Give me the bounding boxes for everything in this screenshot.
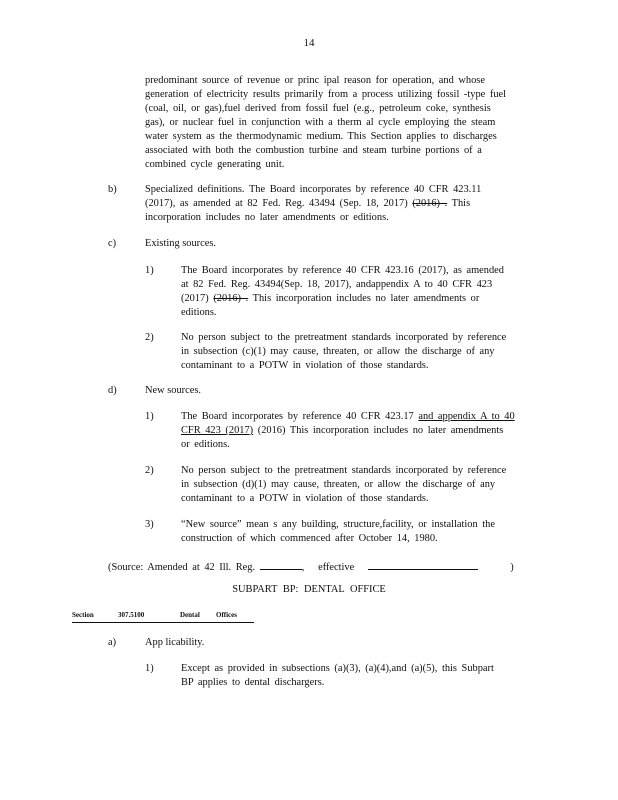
- paragraph-line: Specialized definitions. The Board incorporates by reference 40 CFR 423.11: [145, 184, 482, 195]
- item-d1-text: [181, 410, 515, 452]
- subsection-b-text: [145, 183, 481, 225]
- paragraph-line: generation of electricity results primarily from a process utilizing fossil -type fuel: [145, 89, 507, 100]
- subsection-a-letter: a): [108, 637, 117, 648]
- source-note: (Source: Amended at 42 Ill. Reg. , effective ): [108, 558, 514, 575]
- section-title: Dental: [180, 611, 200, 619]
- paragraph-line: in subsection (d)(1) may cause, threaten, or allow the discharge of any: [181, 479, 496, 490]
- paragraph-line: The Board incorporates by reference 40 CFR 423.16 (2017), as amended: [181, 265, 504, 276]
- item-a1-number: 1): [145, 663, 154, 674]
- subsection-d-title: New sources.: [145, 385, 201, 396]
- section-number: 307.5100: [118, 611, 145, 619]
- paragraph-line: combined cycle generating unit.: [145, 159, 285, 170]
- item-d3-number: 3): [145, 519, 154, 530]
- paragraph-line: [145, 197, 481, 211]
- item-c2-text: [181, 331, 506, 373]
- section-label: Section: [72, 611, 94, 619]
- subsection-d-letter: d): [108, 385, 117, 396]
- source-close: ): [510, 562, 514, 573]
- struck-text: (2016) .: [213, 293, 249, 304]
- page-number: 14: [303, 37, 315, 49]
- item-d1-number: 1): [145, 411, 154, 422]
- paragraph-line: [181, 410, 515, 424]
- text-span: This incorporation includes no later amendments or: [252, 293, 480, 304]
- paragraph-line: editions.: [181, 307, 217, 318]
- text-span: This: [451, 198, 471, 209]
- paragraph-line: gas), or nuclear fuel in conjunction with a therm al cycle employing the steam: [145, 117, 496, 128]
- subsection-b-letter: b): [108, 184, 117, 195]
- paragraph-line: water system as the thermodynamic medium. This Section applies to discharges: [145, 131, 497, 142]
- subsection-c-letter: c): [108, 238, 117, 249]
- item-c1-text: [181, 264, 504, 320]
- section-title-2: Offices: [216, 611, 237, 619]
- paragraph-line: predominant source of revenue or princ ipal reason for operation, and whose: [145, 75, 485, 86]
- text-span: The Board incorporates by reference 40 CFR 423.17: [181, 411, 414, 422]
- subsection-c-title: Existing sources.: [145, 238, 216, 249]
- continued-paragraph: [145, 74, 506, 172]
- paragraph-line: BP applies to dental dischargers.: [181, 677, 325, 688]
- item-c1-number: 1): [145, 265, 154, 276]
- paragraph-line: construction of which commenced after October 14, 1980.: [181, 533, 438, 544]
- inserted-text: and appendix A to 40: [418, 411, 515, 422]
- section-heading: [72, 610, 254, 623]
- paragraph-line: in subsection (c)(1) may cause, threaten, or allow the discharge of any: [181, 346, 495, 357]
- item-d2-text: [181, 464, 506, 506]
- source-effective: effective: [318, 562, 355, 573]
- paragraph-line: (coal, oil, or gas),fuel derived from fossil fuel (e.g., petroleum coke, synthesis: [145, 103, 491, 114]
- item-c2-number: 2): [145, 332, 154, 343]
- paragraph-line: [181, 424, 515, 438]
- paragraph-line: No person subject to the pretreatment standards incorporated by reference: [181, 465, 507, 476]
- subsection-a-title: App licability.: [145, 637, 205, 648]
- paragraph-line: Except as provided in subsections (a)(3), (a)(4),and (a)(5), this Subpart: [181, 663, 494, 674]
- struck-text: (2016) .: [412, 198, 448, 209]
- item-a1-text: [181, 662, 494, 690]
- paragraph-line: or editions.: [181, 439, 230, 450]
- subpart-heading: SUBPART BP: DENTAL OFFICE: [232, 584, 386, 595]
- paragraph-line: contaminant to a POTW in violation of those standards.: [181, 493, 429, 504]
- text-span: (2017), as amended at 82 Fed. Reg. 43494 (Sep. 18, 2017): [145, 198, 408, 209]
- paragraph-line: “New source” mean s any building, structure,facility, or installation the: [181, 519, 495, 530]
- paragraph-line: incorporation includes no later amendments or editions.: [145, 212, 389, 223]
- paragraph-line: associated with both the combustion turbine and steam turbine portions of a: [145, 145, 482, 156]
- text-span: (2016) This incorporation includes no later amendments: [257, 425, 504, 436]
- inserted-text: CFR 423 (2017): [181, 425, 254, 436]
- source-prefix: (Source: Amended at 42 Ill. Reg.: [108, 562, 256, 573]
- item-d3-text: [181, 518, 495, 546]
- paragraph-line: at 82 Fed. Reg. 43494(Sep. 18, 2017), andappendix A to 40 CFR 423: [181, 279, 493, 290]
- item-d2-number: 2): [145, 465, 154, 476]
- blank-effective-date: [368, 558, 478, 570]
- paragraph-line: contaminant to a POTW in violation of those standards.: [181, 360, 429, 371]
- paragraph-line: [181, 292, 504, 306]
- blank-register-page: [260, 558, 302, 570]
- paragraph-line: No person subject to the pretreatment standards incorporated by reference: [181, 332, 507, 343]
- text-span: (2017): [181, 293, 209, 304]
